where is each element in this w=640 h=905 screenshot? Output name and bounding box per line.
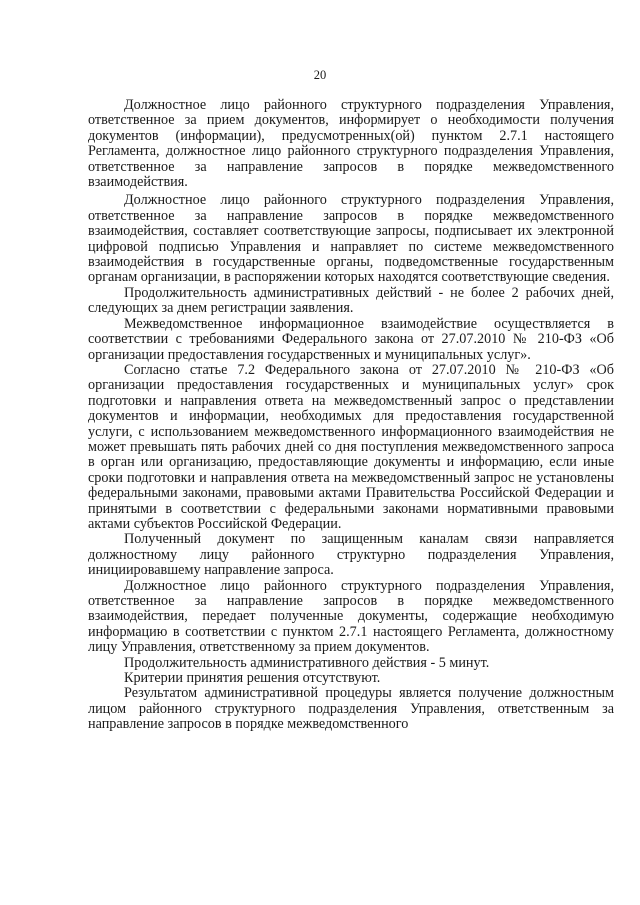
document-body [88, 98, 614, 733]
paragraph-3: Продолжительность административных действий - не более 2 рабочих дней, следующих за днем регистрации заявления. [88, 284, 614, 317]
paragraph-8: Продолжительность административного действия - 5 минут. [124, 654, 490, 671]
paragraph-9: Критерии принятия решения отсутствуют. [124, 670, 381, 687]
paragraph-7: Должностное лицо районного структурного подразделения Управления, ответственное за направление запросов в порядке межведомственного взаимодействия, передает полученные документы, содержащие необходимую информацию в соответствии с пунктом 2.7.1 настоящего Регламента, должностному лицу Управления, ответственному за прием документов. [88, 577, 614, 656]
paragraph-1: Должностное лицо районного структурного подразделения Управления, ответственное за прием документов, информирует о необходимости получения документов (информации), предусмотренных(ой) пунктом 2.7.1 настоящего Регламента, должностное лицо районного структурного подразделения Управления, ответственное за направление запросов в порядке межведомственного взаимодействия. [88, 97, 614, 191]
paragraph-6: Полученный документ по защищенным каналам связи направляется должностному лицу районного структурно подразделения Управления, инициировавшему направление запроса. [88, 531, 614, 579]
paragraph-5: Согласно статье 7.2 Федерального закона от 27.07.2010 № 210-ФЗ «Об организации предоставления государственных и муниципальных услуг» срок подготовки и направления ответа на межведомственный запрос о представлении документов и информации, необходимых для предоставления государственной услуги, с использованием межведомственного информационного взаимодействия не может превышать пять рабочих дней со дня поступления межведомственного запроса в орган или организацию, предоставляющие документы и информацию, если иные сроки подготовки и направления ответа на межведомственный запрос не установлены федеральными законами, правовыми актами Правительства Российской Федерации и принятыми в соответствии с федеральными законами нормативными правовыми актами субъектов Российской Федерации. [88, 361, 614, 532]
paragraph-10: Результатом административной процедуры является получение должностным лицом районного структурного подразделения Управления, ответственным за направление запросов в порядке межведомственного [88, 685, 614, 733]
paragraph-2: Должностное лицо районного структурного подразделения Управления, ответственное за направление запросов в порядке межведомственного взаимодействия, составляет соответствующие запросы, подписывает их электронной цифровой подписью Управления и направляет по системе межведомственного взаимодействия в государственные органы, подведомственные государственным органам организации, в распоряжении которых находятся соответствующие сведения. [88, 192, 614, 286]
paragraph-4: Межведомственное информационное взаимодействие осуществляется в соответствии с требованиями Федерального закона от 27.07.2010 № 210-ФЗ «Об организации предоставления государственных и муниципальных услуг». [88, 315, 614, 363]
page-number: 20 [313, 68, 327, 82]
